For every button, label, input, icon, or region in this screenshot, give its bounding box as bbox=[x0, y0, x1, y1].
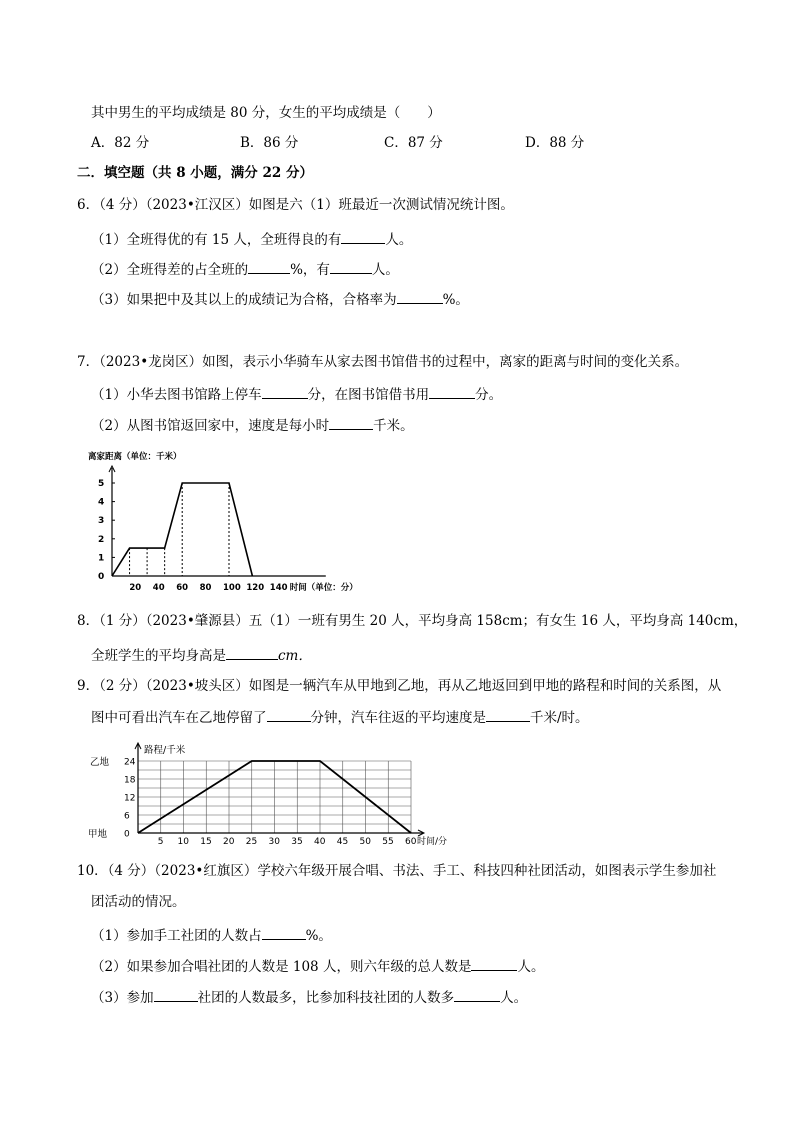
x-tick-label: 45 bbox=[336, 837, 349, 847]
q10-part3 bbox=[91, 987, 527, 1007]
q8-line2-unit: cm． bbox=[278, 648, 312, 664]
q6-part2-unit: 人。 bbox=[371, 262, 399, 278]
q7-part2-unit: 千米。 bbox=[373, 418, 414, 434]
q9-line2-text: 图中可看出汽车在乙地停留了 bbox=[91, 710, 267, 726]
answer-blank[interactable] bbox=[330, 259, 372, 274]
y-tick-label: 2 bbox=[98, 534, 105, 545]
y-tick-label: 0 bbox=[98, 572, 105, 582]
q7-part1-mid: 分，在图书馆借书用 bbox=[307, 387, 430, 403]
q5-tail: 其中男生的平均成绩是 80 分，女生的平均成绩是（ ） bbox=[91, 105, 441, 121]
answer-blank[interactable] bbox=[267, 707, 311, 722]
q10-line1: 10．（4 分）（2023•红旗区）学校六年级开展合唱、书法、手工、科技四种社团活动，如图表示学生参加社 bbox=[77, 863, 717, 879]
distance-time-chart-svg bbox=[86, 448, 358, 598]
q7-part1-text: （1）小华去图书馆路上停车 bbox=[91, 387, 262, 403]
answer-blank[interactable] bbox=[329, 415, 373, 430]
x-tick-label: 120 bbox=[246, 583, 265, 593]
x-tick-label: 15 bbox=[200, 837, 212, 847]
x-tick-label: 100 bbox=[223, 583, 241, 593]
q8-line2-text: 全班学生的平均身高是 bbox=[91, 648, 226, 664]
q6-part2-text: （2）全班得差的占全班的 bbox=[91, 262, 249, 278]
q10-part1-text: （1）参加手工社团的人数占 bbox=[91, 928, 262, 944]
q10-part3-unit: 人。 bbox=[500, 990, 528, 1006]
q9-line2-mid: 分钟，汽车往返的平均速度是 bbox=[310, 710, 486, 726]
x-tick-label: 30 bbox=[268, 837, 280, 847]
x-tick-label: 60 bbox=[176, 583, 189, 593]
y-tick-label: 24 bbox=[124, 757, 136, 768]
q6-part2 bbox=[91, 259, 399, 279]
q6-part2-mid: %，有 bbox=[290, 262, 330, 278]
q5-option-a: A．82 分 bbox=[91, 135, 150, 151]
answer-blank[interactable] bbox=[226, 645, 278, 660]
q6-part1 bbox=[91, 229, 412, 249]
y-tick-label: 3 bbox=[98, 516, 105, 527]
q7-stem: 7．（2023•龙岗区）如图，表示小华骑车从家去图书馆借书的过程中，离家的距离与时间的变化关系。 bbox=[77, 354, 689, 370]
q9-line1: 9．（2 分）（2023•坡头区）如图是一辆汽车从甲地到乙地，再从乙地返回到甲地的路程和时间的关系图，从 bbox=[77, 678, 722, 694]
x-tick-label: 60 bbox=[405, 837, 417, 847]
x-tick-label: 10 bbox=[177, 837, 189, 847]
x-axis-label: 时间（单位：分） bbox=[289, 583, 358, 593]
q6-part1-unit: 人。 bbox=[385, 232, 413, 248]
x-tick-label: 5 bbox=[157, 837, 164, 847]
q6-part3-text: （3）如果把中及其以上的成绩记为合格，合格率为 bbox=[91, 292, 397, 308]
answer-blank[interactable] bbox=[471, 956, 517, 971]
y-axis-label: 离家距离（单位：千米） bbox=[88, 452, 182, 462]
answer-blank[interactable] bbox=[429, 384, 475, 399]
round-trip-chart-svg bbox=[86, 740, 448, 848]
answer-blank[interactable] bbox=[397, 289, 443, 304]
q10-part1-unit: %。 bbox=[305, 928, 332, 944]
q10-part3-text: （3）参加 bbox=[91, 990, 154, 1006]
x-tick-label: 80 bbox=[199, 583, 212, 593]
round-trip-chart bbox=[86, 740, 448, 848]
x-tick-label: 35 bbox=[291, 837, 303, 847]
q10-line2: 团活动的情况。 bbox=[91, 894, 186, 910]
q8-line1: 8．（1 分）（2023•肇源县）五（1）一班有男生 20 人，平均身高 158cm；有女生 16 人，平均身高 140cm， bbox=[77, 613, 748, 629]
y-tick-label: 5 bbox=[98, 479, 105, 489]
y-tick-label: 12 bbox=[124, 793, 136, 804]
x-tick-label: 55 bbox=[382, 837, 394, 847]
x-tick-label: 20 bbox=[129, 583, 142, 593]
y-tick-label: 0 bbox=[124, 829, 130, 840]
q10-part1 bbox=[91, 925, 332, 945]
answer-blank[interactable] bbox=[454, 987, 500, 1002]
q9-line2-unit: 千米/时。 bbox=[530, 710, 589, 726]
answer-blank[interactable] bbox=[154, 987, 198, 1002]
x-tick-label: 40 bbox=[314, 837, 326, 847]
answer-blank[interactable] bbox=[262, 384, 308, 399]
q5-option-d: D．88 分 bbox=[525, 135, 585, 151]
y-tick-label: 4 bbox=[98, 497, 105, 508]
y-tick-label: 18 bbox=[124, 775, 136, 786]
y-tick-label: 1 bbox=[98, 553, 105, 564]
x-tick-label: 40 bbox=[152, 583, 165, 593]
y-tick-label: 6 bbox=[124, 811, 130, 822]
q7-part1-unit: 分。 bbox=[475, 387, 503, 403]
distance-time-chart bbox=[86, 448, 358, 598]
q6-part3 bbox=[91, 289, 469, 309]
q6-part1-text: （1）全班得优的有 15 人，全班得良的有 bbox=[91, 232, 342, 248]
y-axis-label: 路程/千米 bbox=[144, 745, 186, 756]
answer-blank[interactable] bbox=[262, 925, 306, 940]
q5-option-b: B．86 分 bbox=[240, 135, 299, 151]
q9-line2 bbox=[91, 707, 589, 727]
q7-part1 bbox=[91, 384, 502, 404]
section-title: 二．填空题（共 8 小题，满分 22 分） bbox=[77, 165, 313, 181]
q10-part2-unit: 人。 bbox=[517, 959, 545, 975]
q10-part2-text: （2）如果参加合唱社团的人数是 108 人，则六年级的总人数是 bbox=[91, 959, 472, 975]
y-top-label: 乙地 bbox=[90, 757, 110, 768]
answer-blank[interactable] bbox=[248, 259, 290, 274]
x-tick-label: 20 bbox=[223, 837, 235, 847]
x-tick-label: 50 bbox=[359, 837, 371, 847]
x-tick-label: 140 bbox=[269, 583, 288, 593]
x-axis-label: 时间/分 bbox=[417, 837, 448, 847]
q7-part2 bbox=[91, 415, 414, 435]
q10-part3-mid: 社团的人数最多，比参加科技社团的人数多 bbox=[197, 990, 455, 1006]
q7-part2-text: （2）从图书馆返回家中，速度是每小时 bbox=[91, 418, 330, 434]
q10-part2 bbox=[91, 956, 544, 976]
q8-line2 bbox=[91, 645, 312, 665]
q6-stem: 6．（4 分）（2023•江汉区）如图是六（1）班最近一次测试情况统计图。 bbox=[77, 197, 514, 213]
q5-option-c: C．87 分 bbox=[384, 135, 443, 151]
answer-blank[interactable] bbox=[341, 229, 385, 244]
answer-blank[interactable] bbox=[486, 707, 530, 722]
y-bottom-label: 甲地 bbox=[88, 829, 108, 840]
x-tick-label: 25 bbox=[245, 837, 258, 847]
q6-part3-unit: %。 bbox=[442, 292, 469, 308]
